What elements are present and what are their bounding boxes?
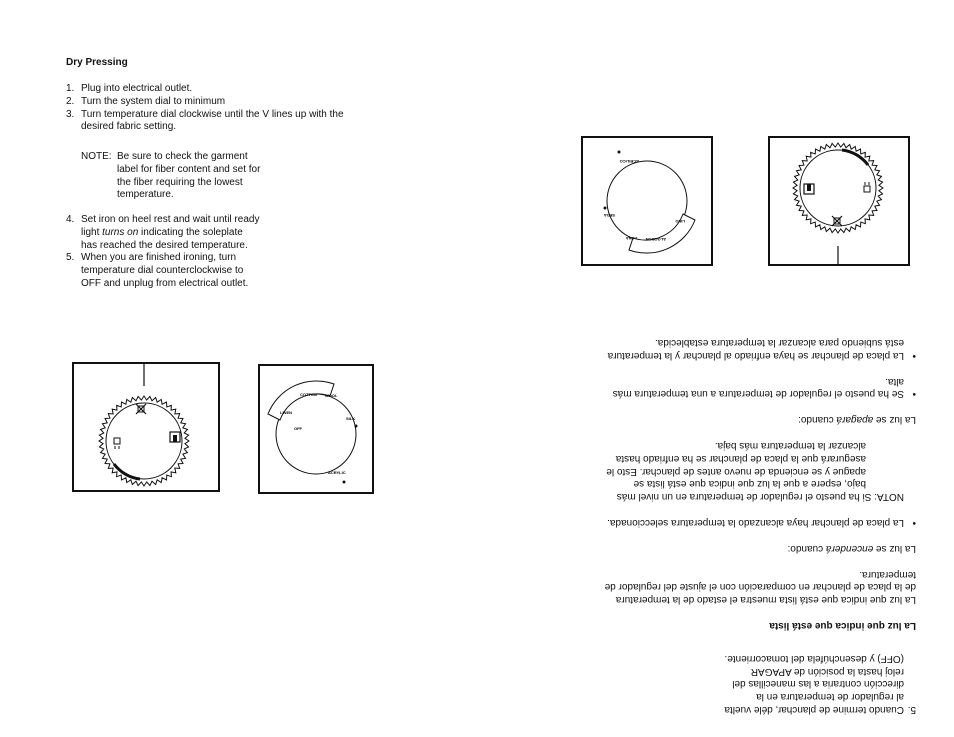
es-intro: La luz que indica que está lista muestra el estado de la temperatura de la placa de planchar en comparación con el ajuste del regulador de temperatura. xyxy=(604,568,916,606)
temperature-dial-illustration xyxy=(260,366,372,492)
dial-label-acrilico: ACRILICO xyxy=(619,159,639,164)
dial-label-algodon: ALGODON xyxy=(645,237,666,242)
dial-label-lana: LANA xyxy=(625,236,637,241)
es-step-5: 5. Cuando termine de planchar, déle vuelta al regulador de temperatura en la dirección contraria a las manecillas del reloj hasta la posición de APAGAR (OFF) y desenchúfela del tomacorriente. xyxy=(724,652,916,715)
dial-label-linen: LINEN xyxy=(280,410,292,415)
dial-label-silk: SILK xyxy=(346,416,356,421)
step-3: 3. Turn temperature dial clockwise until the V lines up with the desired fabric setting. xyxy=(66,108,344,133)
dial-label-lino: LINO xyxy=(675,219,685,224)
temperature-dial-illustration-flipped xyxy=(583,138,711,264)
note-block: NOTE: Be sure to check the garment label for fiber content and set for the fiber requiring the lowest temperature. xyxy=(81,151,261,201)
step-4: 4. Set iron on heel rest and wait until ready light turns on indicating the soleplate has reached the desired temperature. xyxy=(66,214,260,251)
dial-label-seda: SEDA xyxy=(603,213,615,218)
spanish-instructions-upside-down xyxy=(560,315,916,715)
system-dial-illustration-flipped xyxy=(770,138,908,264)
step-2: 2. Turn the system dial to minimum xyxy=(66,95,226,107)
es-heading-ready-light: La luz que indica que está lista xyxy=(769,620,916,632)
dial-label-cotton: COTTON xyxy=(300,392,317,397)
es-nota: NOTA: Si ha puesto el regulador de temperatura en un nivel más bajo, espere a que la luz que indica que está lista se apague y se encienda de nuevo antes de planchar. Esto le asegurará que la placa de planchar se ha enfriado hasta alcanzar la temperatura más baja. xyxy=(606,440,904,503)
es-light-on-bullet: • La placa de planchar haya alcanzado la temperatura seleccionada. xyxy=(607,517,916,529)
es-light-off-bullet-2: • La placa de planchar se haya enfriado al planchar y la temperatura está subiendo para alcanzar la temperatura establecida. xyxy=(607,337,916,361)
es-light-on-label: La luz se encenderá cuando: xyxy=(787,542,916,554)
steps-list-top xyxy=(66,83,396,134)
temperature-dial-figure-left xyxy=(258,364,374,494)
dial-label-off: OFF xyxy=(294,426,302,431)
step-1: 1. Plug into electrical outlet. xyxy=(66,83,193,94)
es-light-off-bullet-1: • Se ha puesto el regulador de temperatura a una temperatura más alta. xyxy=(612,375,916,400)
steps-list-bottom xyxy=(66,214,396,291)
dial-label-acrylic: ACRYLIC xyxy=(328,470,346,475)
system-dial-figure-left xyxy=(72,362,220,492)
dial-label-wool: WOOL xyxy=(325,393,338,398)
system-dial-illustration xyxy=(74,364,218,490)
es-light-off-label: La luz se apagará cuando: xyxy=(798,414,916,426)
step-5: 5. When you are finished ironing, turn temperature dial counterclockwise to OFF and unplug from electrical outlet. xyxy=(66,252,249,289)
no-steam-icon-flipped xyxy=(832,216,842,226)
temperature-dial-figure-right xyxy=(581,136,713,266)
section-heading-dry-pressing: Dry Pressing xyxy=(66,57,128,68)
no-steam-icon xyxy=(136,404,146,414)
system-dial-figure-right xyxy=(768,136,910,266)
